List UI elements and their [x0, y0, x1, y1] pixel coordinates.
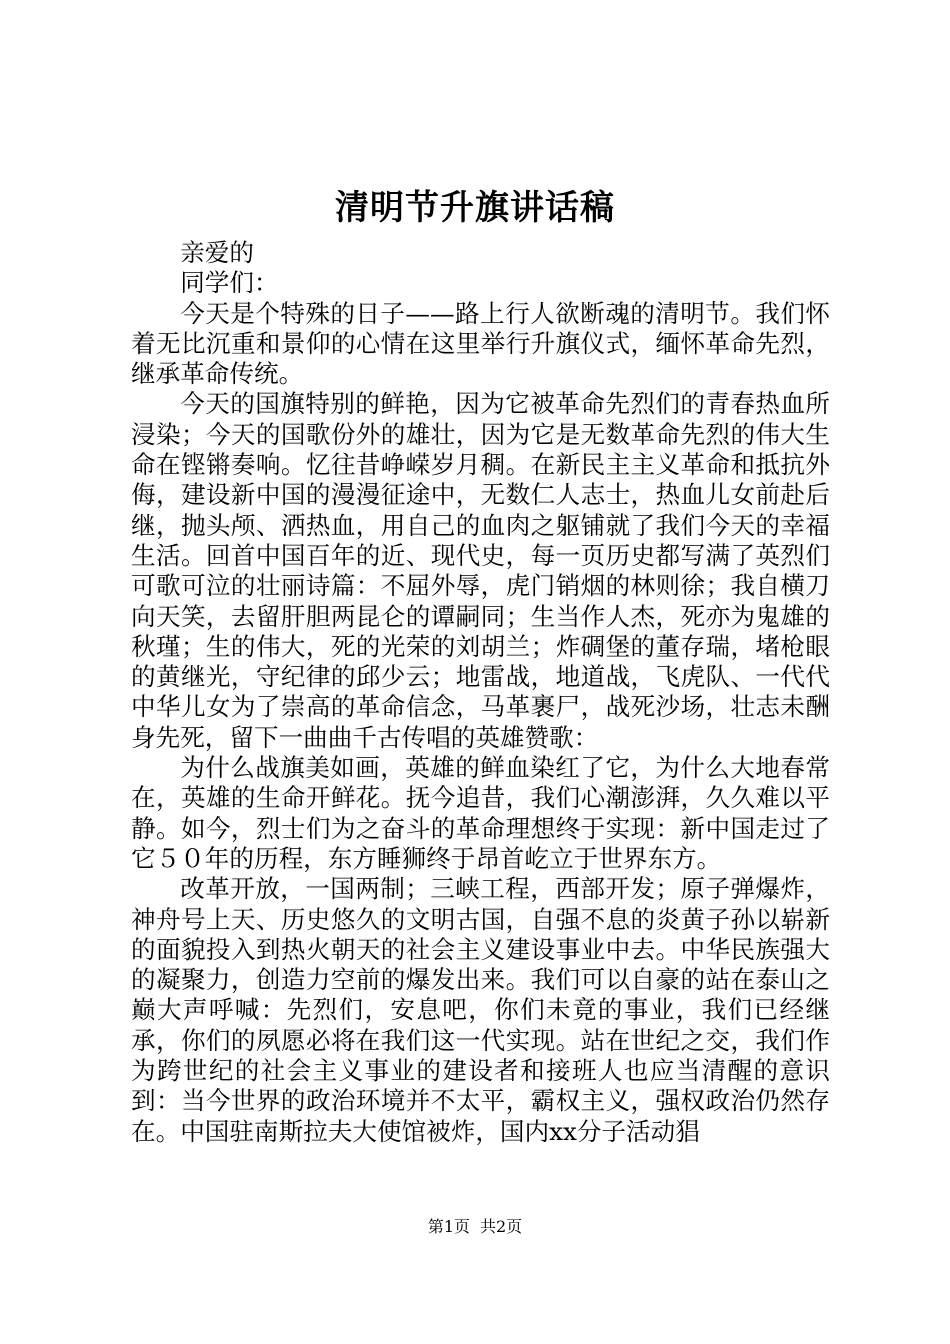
salutation-line-2: 同学们： [180, 268, 279, 298]
page-number-current: 第1页 [427, 1217, 470, 1236]
paragraph-anthem: 为什么战旗美如画，英雄的鲜血染红了它，为什么大地春常在，英雄的生命开鲜花。抚今追昔，我们心潮澎湃，久久难以平静。如今，烈士们为之奋斗的革命理想终于实现：新中国走过了它５０年的历程，东方睡狮终于昂首屹立于世界东方。 [131, 753, 830, 873]
document-body [131, 238, 830, 1147]
document-title: 清明节升旗讲话稿 [335, 188, 615, 228]
salutation-line-1: 亲爱的 [180, 238, 254, 267]
page-footer [0, 1215, 950, 1239]
paragraph-intro: 今天是个特殊的日子——路上行人欲断魂的清明节。我们怀着无比沉重和景仰的心情在这里举行升旗仪式，缅怀革命先烈，继承革命传统。 [131, 298, 830, 389]
paragraph-reform: 改革开放，一国两制；三峡工程，西部开发；原子弹爆炸，神舟号上天、历史悠久的文明古国，自强不息的炎黄子孙以崭新的面貌投入到热火朝天的社会主义建设事业中去。中华民族强大的凝聚力，创造力空前的爆发出来。我们可以自豪的站在泰山之巅大声呼喊：先烈们，安息吧，你们未竟的事业，我们已经继承，你们的夙愿必将在我们这一代实现。站在世纪之交，我们作为跨世纪的社会主义事业的建设者和接班人也应当清醒的意识到：当今世界的政治环境并不太平，霸权主义，强权政治仍然存在。中国驻南斯拉夫大使馆被炸，国内xx分子活动猖 [131, 874, 830, 1146]
paragraph-history: 今天的国旗特别的鲜艳，因为它被革命先烈们的青春热血所浸染；今天的国歌份外的雄壮，因为它是无数革命先烈的伟大生命在铿锵奏响。忆往昔峥嵘岁月稠。在新民主主义革命和抵抗外侮，建设新中国的漫漫征途中，无数仁人志士，热血儿女前赴后继，抛头颅、洒热血，用自己的血肉之躯铺就了我们今天的幸福生活。回首中国百年的近、现代史，每一页历史都写满了英烈们可歌可泣的壮丽诗篇：不屈外辱，虎门销烟的林则徐；我自横刀向天笑，去留肝胆两昆仑的谭嗣同；生当作人杰，死亦为鬼雄的秋瑾；生的伟大，死的光荣的刘胡兰；炸碉堡的董存瑞，堵枪眼的黄继光，守纪律的邱少云；地雷战，地道战，飞虎队、一代代中华儿女为了崇高的革命信念，马革裹尸，战死沙场，壮志未酬身先死，留下一曲曲千古传唱的英雄赞歌： [131, 389, 830, 752]
page-number-total: 共2页 [480, 1217, 523, 1236]
